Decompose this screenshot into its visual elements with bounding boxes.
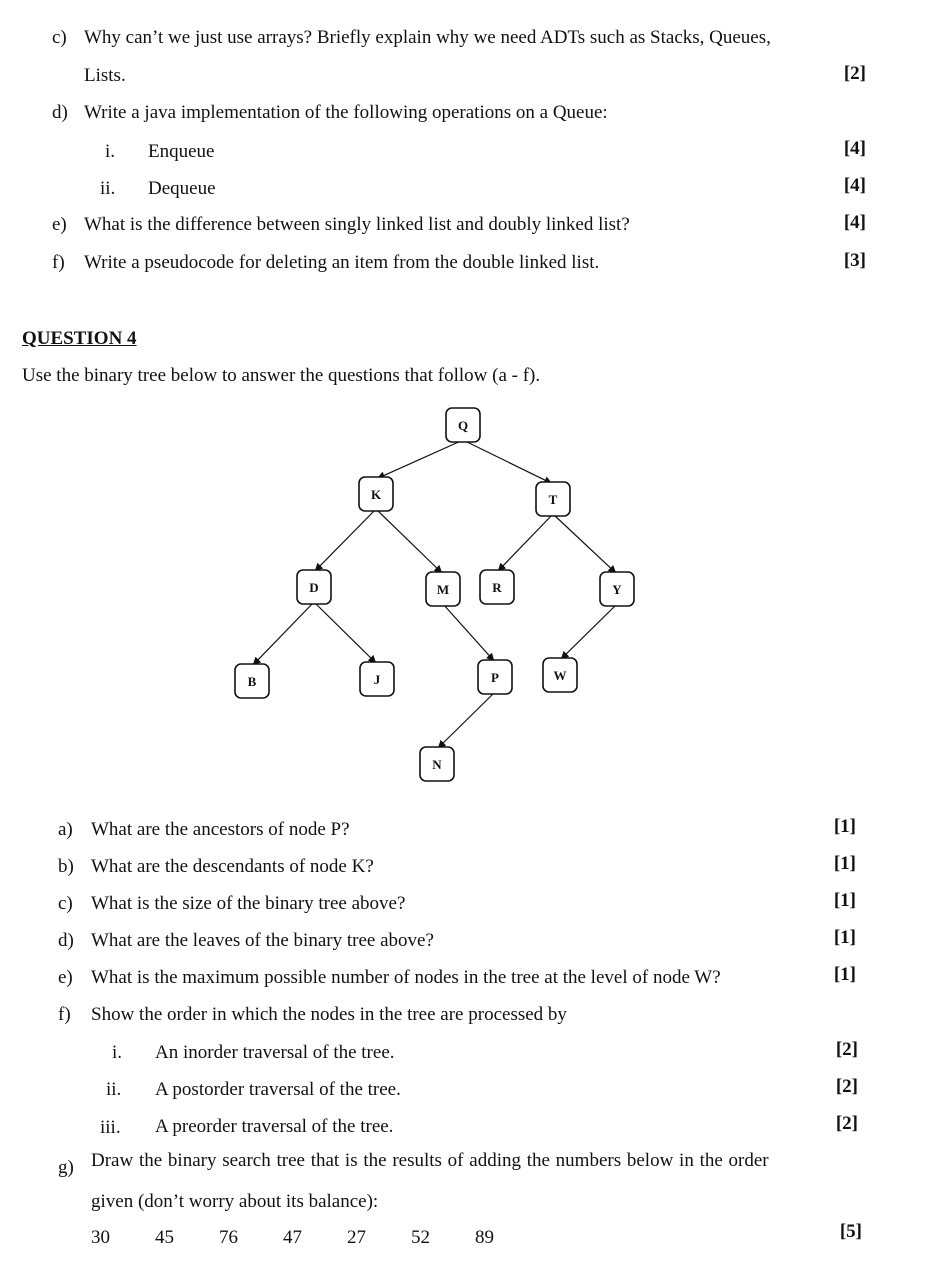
tree-node-label: B (247, 674, 257, 689)
q4g-label: g) (58, 1157, 74, 1178)
q3e-marks: [4] (843, 212, 866, 233)
q3d-i-text: Enqueue (148, 141, 215, 162)
q4g-number: 76 (219, 1227, 238, 1248)
tree-node-label: Y (612, 582, 622, 597)
q4e-label: e) (58, 967, 73, 988)
q3d-text: Write a java implementation of the following operations on a Queue: (84, 102, 608, 123)
q4f-iii-marks: [2] (835, 1113, 858, 1134)
q4f-ii-marks: [2] (835, 1076, 858, 1097)
q3c-text-line1: Why can’t we just use arrays? Briefly explain why we need ADTs such as Stacks, Queues, (84, 27, 771, 48)
q4b-text: What are the descendants of node K? (91, 856, 374, 877)
q4g-number-list (91, 1226, 539, 1250)
tree-edge-d-b (253, 602, 314, 665)
tree-node-label: W (553, 668, 567, 683)
q3f-text: Write a pseudocode for deleting an item from the double linked list. (84, 252, 600, 273)
q4f-label: f) (58, 1004, 71, 1025)
tree-edge-k-m (376, 509, 442, 573)
q4c-label: c) (58, 893, 73, 914)
tree-node-k (359, 477, 393, 511)
q4g-number: 52 (411, 1227, 430, 1248)
q3e-label: e) (52, 214, 67, 235)
q4g-number: 89 (475, 1227, 494, 1248)
tree-edge-k-d (315, 509, 376, 571)
tree-node-label: N (432, 757, 442, 772)
q3c-marks: [2] (843, 63, 866, 84)
tree-edge-t-y (553, 514, 616, 573)
tree-node-w (543, 658, 577, 692)
tree-nodes (235, 408, 634, 781)
q4g-text-line2: given (don’t worry about its balance): (91, 1191, 379, 1212)
q4b-label: b) (58, 856, 74, 877)
q4g-number: 45 (155, 1227, 174, 1248)
tree-node-t (536, 482, 570, 516)
q4g-text-line1: Draw the binary search tree that is the results of adding the numbers below in the order (91, 1150, 769, 1171)
q4f-iii-label: iii. (100, 1117, 121, 1138)
q4c-text: What is the size of the binary tree above? (91, 893, 406, 914)
tree-edge-q-t (463, 440, 551, 483)
tree-node-label: R (492, 580, 502, 595)
q4f-i-marks: [2] (835, 1039, 858, 1060)
q4b-marks: [1] (833, 853, 856, 874)
q3d-i-label: i. (105, 141, 116, 162)
tree-node-label: K (370, 487, 382, 502)
q4f-ii-text: A postorder traversal of the tree. (155, 1079, 401, 1100)
tree-node-label: J (373, 672, 381, 687)
q4d-label: d) (58, 930, 74, 951)
q4c-marks: [1] (833, 890, 856, 911)
q4g-number: 30 (91, 1227, 110, 1248)
tree-node-b (235, 664, 269, 698)
q4f-ii-label: ii. (106, 1079, 122, 1100)
q4f-iii-text: A preorder traversal of the tree. (155, 1116, 394, 1137)
q4f-i-label: i. (112, 1042, 123, 1063)
question4-heading: QUESTION 4 (22, 328, 137, 349)
tree-node-label: T (548, 492, 558, 507)
question4-intro: Use the binary tree below to answer the questions that follow (a - f). (22, 365, 541, 386)
q3d-label: d) (52, 102, 68, 123)
q3c-label: c) (52, 27, 67, 48)
tree-node-label: Q (457, 418, 469, 433)
q4f-i-text: An inorder traversal of the tree. (155, 1042, 395, 1063)
tree-node-d (297, 570, 331, 604)
tree-edge-m-p (443, 604, 494, 661)
q4d-marks: [1] (833, 927, 856, 948)
tree-node-label: D (309, 580, 319, 595)
tree-node-m (426, 572, 460, 606)
tree-node-j (360, 662, 394, 696)
tree-edge-p-n (438, 692, 495, 748)
tree-node-p (478, 660, 512, 694)
tree-node-n (420, 747, 454, 781)
tree-node-label: M (436, 582, 450, 597)
tree-node-y (600, 572, 634, 606)
q4g-marks: [5] (839, 1221, 862, 1242)
q4a-text: What are the ancestors of node P? (91, 819, 350, 840)
tree-edge-t-r (498, 514, 553, 571)
q4e-marks: [1] (833, 964, 856, 985)
q3d-ii-text: Dequeue (148, 178, 216, 199)
q4g-number: 27 (347, 1227, 366, 1248)
q4e-text: What is the maximum possible number of nodes in the tree at the level of node W? (91, 967, 721, 988)
q4g-number: 47 (283, 1227, 302, 1248)
q3d-ii-marks: [4] (843, 175, 866, 196)
q4d-text: What are the leaves of the binary tree above? (91, 930, 434, 951)
q4a-marks: [1] (833, 816, 856, 837)
q3f-marks: [3] (843, 250, 866, 271)
q3e-text: What is the difference between singly linked list and doubly linked list? (84, 214, 630, 235)
tree-node-q (446, 408, 480, 442)
tree-edge-q-k (378, 440, 463, 478)
q3d-i-marks: [4] (843, 138, 866, 159)
q4f-text: Show the order in which the nodes in the tree are processed by (91, 1004, 567, 1025)
q4a-label: a) (58, 819, 73, 840)
tree-edge-d-j (314, 602, 376, 663)
tree-node-label: P (491, 670, 499, 685)
q3f-label: f) (52, 252, 65, 273)
tree-edge-y-w (561, 604, 617, 659)
tree-node-r (480, 570, 514, 604)
q3d-ii-label: ii. (100, 178, 116, 199)
q3c-text-line2: Lists. (84, 65, 126, 86)
